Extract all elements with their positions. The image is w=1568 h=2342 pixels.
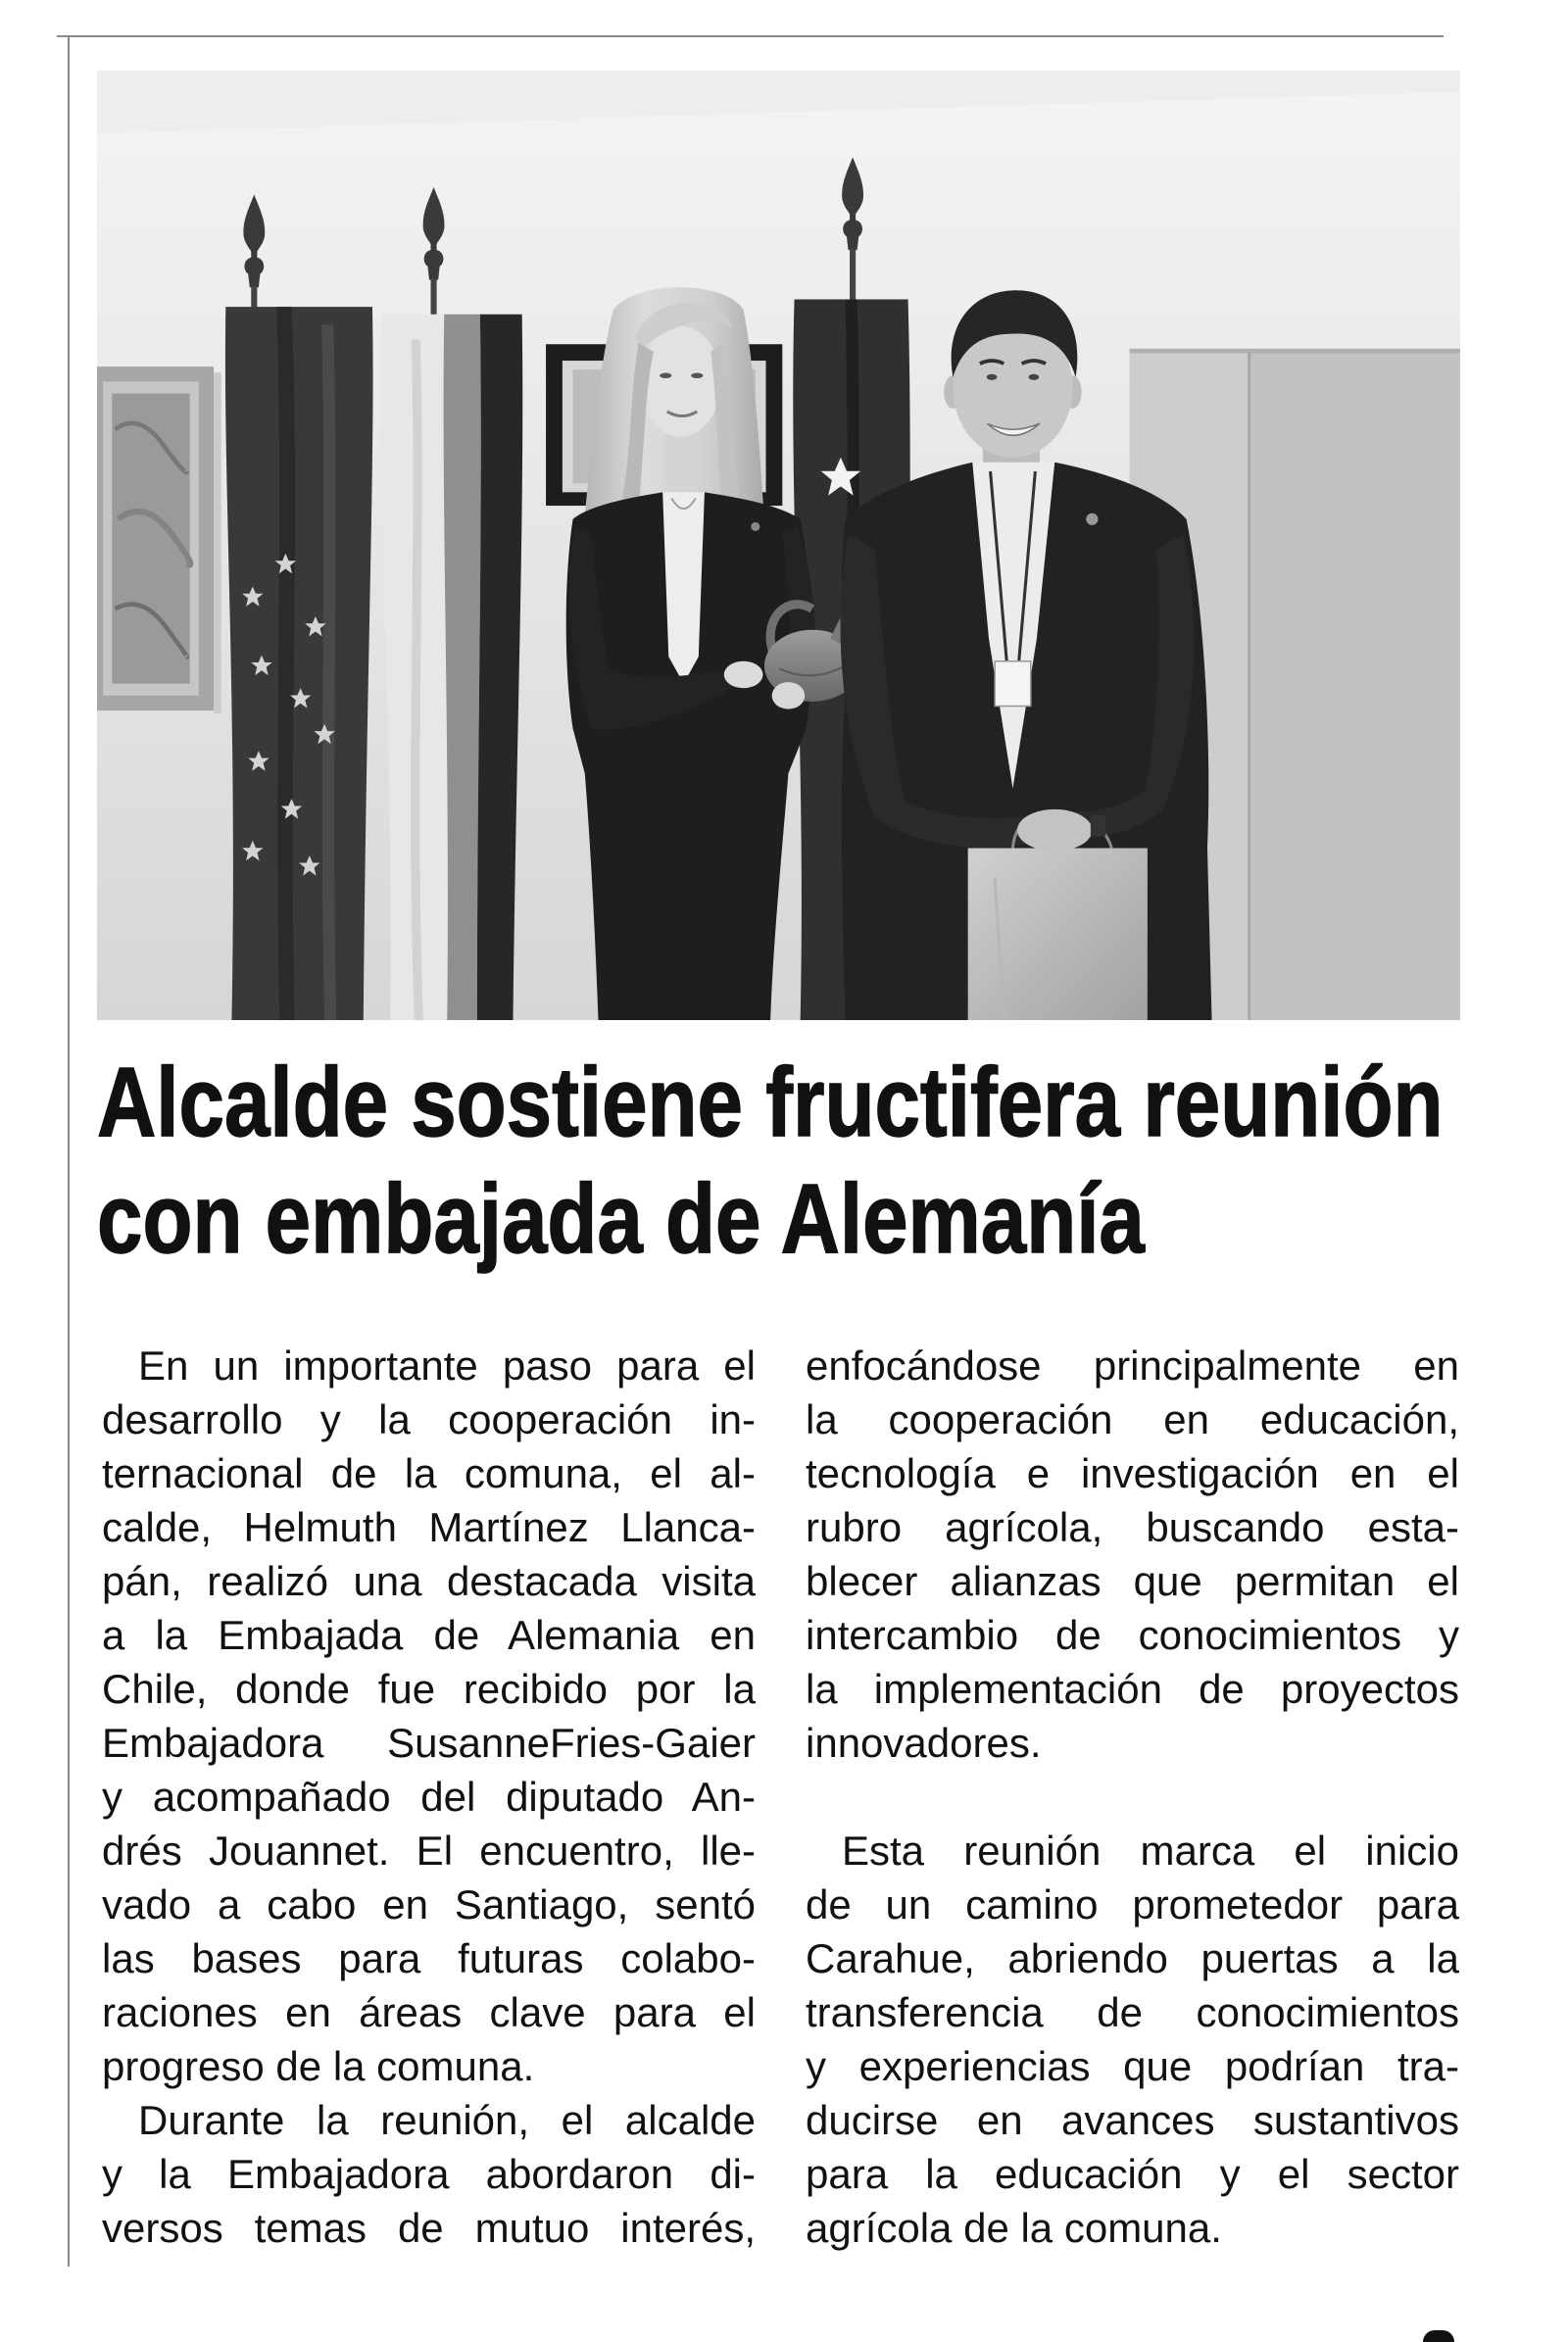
text-line: y acompañado del diputado An- (102, 1774, 756, 1820)
page-number-fragment (1423, 2330, 1454, 2342)
text-line: Embajadora SusanneFries-Gaier (102, 1720, 756, 1766)
text-line: de un camino prometedor para (806, 1881, 1459, 1927)
badge (995, 661, 1031, 707)
headline-row (97, 1045, 1489, 1161)
hands (1017, 809, 1092, 852)
neck (665, 429, 699, 497)
text-line: rubro agrícola, buscando esta- (806, 1504, 1459, 1550)
hand (772, 682, 806, 708)
text-line: vado a cabo en Santiago, sentó (102, 1881, 756, 1927)
headline-row (97, 1161, 1489, 1278)
paragraph (806, 1824, 1459, 2255)
headline-line: con embajada de Alemanía (97, 1164, 1145, 1274)
paragraph (102, 2093, 756, 2255)
text-line: ducirse en avances sustantivos (806, 2097, 1459, 2143)
watch (1091, 815, 1105, 836)
article-column-left (102, 1339, 756, 2255)
article-photo (97, 71, 1460, 1020)
paragraph (102, 1339, 756, 2093)
text-line: innovadores. (806, 1720, 1042, 1766)
flag-eu (225, 195, 373, 1020)
text-line: para la educación y el sector (806, 2151, 1459, 2197)
text-line: calde, Helmuth Martínez Llanca- (102, 1504, 756, 1550)
face (640, 326, 720, 437)
headline (97, 1045, 1489, 1280)
text-line: agrícola de la comuna. (806, 2205, 1222, 2251)
text-line: intercambio de conocimientos y (806, 1612, 1459, 1658)
text-line: ternacional de la comuna, el al- (102, 1450, 756, 1496)
paragraph (806, 1339, 1459, 1770)
text-line: y experiencias que podrían tra- (806, 2043, 1459, 2089)
headline-line: Alcalde sostiene fructifera reunión (97, 1048, 1444, 1157)
text-line: Esta reunión marca el inicio (842, 1828, 1459, 1874)
article-column-right (806, 1339, 1459, 2255)
column-rule (68, 35, 70, 2267)
text-line: En un importante paso para el (138, 1342, 756, 1389)
text-line: pán, realizó una destacada visita (102, 1558, 756, 1604)
text-line: desarrollo y la cooperación in- (102, 1396, 756, 1442)
text-line: y la Embajadora abordaron di- (102, 2151, 756, 2197)
text-line: enfocándose principalmente en (806, 1342, 1459, 1389)
text-line: progreso de la comuna. (102, 2043, 535, 2089)
text-line: la cooperación en educación, (806, 1396, 1459, 1442)
article-photo-illustration (97, 71, 1460, 1020)
text-line: drés Jouannet. El encuentro, lle- (102, 1828, 756, 1874)
text-line: la implementación de proyectos (806, 1666, 1459, 1712)
text-line: raciones en áreas clave para el (102, 1989, 756, 2035)
text-line: Durante la reunión, el alcalde (138, 2097, 756, 2143)
text-line: a la Embajada de Alemania en (102, 1612, 756, 1658)
text-line: Chile, donde fue recibido por la (102, 1666, 756, 1712)
text-line: versos temas de mutuo interés, (102, 2205, 756, 2251)
framed-picture-left (97, 366, 221, 713)
hand (724, 661, 763, 688)
text-line: blecer alianzas que permitan el (806, 1558, 1459, 1604)
blouse (662, 492, 705, 683)
top-rule (57, 35, 1444, 37)
text-line: las bases para futuras colabo- (102, 1935, 756, 1981)
text-line: transferencia de conocimientos (806, 1989, 1459, 2035)
text-line: Carahue, abriendo puertas a la (806, 1935, 1459, 1981)
text-line: tecnología e investigación en el (806, 1450, 1459, 1496)
